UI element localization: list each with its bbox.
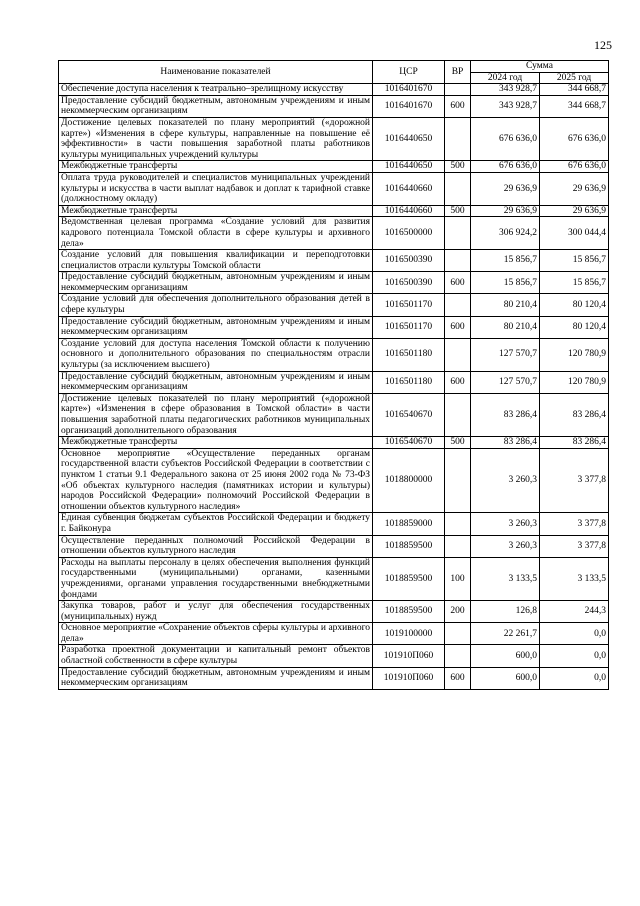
row-sum-2025: 15 856,7 xyxy=(540,250,609,272)
row-csr: 1016401670 xyxy=(373,84,445,96)
row-sum-2025: 344 668,7 xyxy=(540,84,609,96)
row-name: Создание условий для доступа населения Томской области к получению основного и дополнительного образования по специальностям отрасли культуры (за исключением высшего) xyxy=(59,338,373,371)
row-csr: 1018859500 xyxy=(373,535,445,557)
row-name: Осуществление переданных полномочий Российской Федерации в отношении объектов культурного наследия xyxy=(59,535,373,557)
table-row xyxy=(59,601,609,623)
budget-table xyxy=(58,60,609,690)
row-name: Предоставление субсидий бюджетным, автономным учреждениям и иным некоммерческим организациям xyxy=(59,316,373,338)
row-vr: 200 xyxy=(445,601,471,623)
row-sum-2024: 600,0 xyxy=(471,667,540,689)
row-vr xyxy=(445,393,471,436)
row-vr xyxy=(445,217,471,250)
table-row xyxy=(59,448,609,513)
table-row xyxy=(59,513,609,535)
row-vr: 600 xyxy=(445,316,471,338)
table-row xyxy=(59,117,609,160)
row-sum-2025: 3 377,8 xyxy=(540,513,609,535)
row-sum-2025: 29 636,9 xyxy=(540,172,609,205)
row-sum-2025: 3 377,8 xyxy=(540,535,609,557)
row-vr: 500 xyxy=(445,437,471,449)
row-sum-2025: 3 133,5 xyxy=(540,557,609,600)
row-name: Оплата труда руководителей и специалистов муниципальных учреждений культуры и искусства в части выплат надбавок и доплат к тарифной ставке (должностному окладу) xyxy=(59,172,373,205)
row-sum-2024: 3 260,3 xyxy=(471,535,540,557)
row-sum-2025: 0,0 xyxy=(540,667,609,689)
row-csr: 1016440650 xyxy=(373,161,445,173)
row-sum-2025: 83 286,4 xyxy=(540,393,609,436)
table-row xyxy=(59,316,609,338)
row-sum-2024: 29 636,9 xyxy=(471,205,540,217)
row-csr: 1016500390 xyxy=(373,250,445,272)
table-row xyxy=(59,272,609,294)
table-row xyxy=(59,371,609,393)
row-sum-2024: 343 928,7 xyxy=(471,84,540,96)
row-vr: 600 xyxy=(445,667,471,689)
row-name: Основное мероприятие «Сохранение объектов сферы культуры и архивного дела» xyxy=(59,623,373,645)
row-name: Межбюджетные трансферты xyxy=(59,161,373,173)
row-name: Создание условий для обеспечения дополнительного образования детей в сфере культуры xyxy=(59,294,373,316)
table-row xyxy=(59,217,609,250)
row-sum-2025: 80 120,4 xyxy=(540,316,609,338)
row-sum-2025: 300 044,4 xyxy=(540,217,609,250)
row-sum-2024: 80 210,4 xyxy=(471,294,540,316)
row-sum-2025: 83 286,4 xyxy=(540,437,609,449)
row-sum-2024: 306 924,2 xyxy=(471,217,540,250)
row-name: Обеспечение доступа населения к театрально–зрелищному искусству xyxy=(59,84,373,96)
row-sum-2024: 22 261,7 xyxy=(471,623,540,645)
row-csr: 1016440660 xyxy=(373,205,445,217)
row-sum-2024: 127 570,7 xyxy=(471,371,540,393)
table-row xyxy=(59,667,609,689)
row-vr: 500 xyxy=(445,205,471,217)
row-csr: 1018800000 xyxy=(373,448,445,513)
row-name: Достижение целевых показателей по плану мероприятий («дорожной карте») «Изменения в сфере культуры, направленные на повышение её эффективности» в части повышения заработной платы работников культуры муниципальных учреждений культуры xyxy=(59,117,373,160)
row-csr: 1018859500 xyxy=(373,601,445,623)
row-vr: 600 xyxy=(445,95,471,117)
header-sum: Сумма xyxy=(471,61,609,73)
row-vr: 600 xyxy=(445,371,471,393)
row-sum-2025: 244,3 xyxy=(540,601,609,623)
row-sum-2025: 344 668,7 xyxy=(540,95,609,117)
row-vr xyxy=(445,250,471,272)
row-csr: 1016501180 xyxy=(373,338,445,371)
row-vr xyxy=(445,338,471,371)
row-sum-2024: 676 636,0 xyxy=(471,117,540,160)
row-csr: 1016401670 xyxy=(373,95,445,117)
row-name: Ведомственная целевая программа «Создание условий для развития кадрового потенциала Томской области в сфере культуры и архивного дела» xyxy=(59,217,373,250)
row-sum-2024: 15 856,7 xyxy=(471,250,540,272)
row-sum-2025: 120 780,9 xyxy=(540,371,609,393)
row-name: Единая субвенция бюджетам субъектов Российской Федерации и бюджету г. Байконура xyxy=(59,513,373,535)
row-vr: 600 xyxy=(445,272,471,294)
row-sum-2024: 600,0 xyxy=(471,645,540,667)
row-csr: 1016500000 xyxy=(373,217,445,250)
row-name: Разработка проектной документации и капитальный ремонт объектов областной собственности в сфере культуры xyxy=(59,645,373,667)
row-sum-2025: 0,0 xyxy=(540,645,609,667)
row-csr: 1019100000 xyxy=(373,623,445,645)
table-row xyxy=(59,172,609,205)
table-row xyxy=(59,294,609,316)
table-row xyxy=(59,535,609,557)
header-name: Наименование показателей xyxy=(59,61,373,84)
row-vr: 500 xyxy=(445,161,471,173)
table-body xyxy=(59,84,609,690)
row-vr xyxy=(445,117,471,160)
row-sum-2025: 676 636,0 xyxy=(540,161,609,173)
row-csr: 1016440660 xyxy=(373,172,445,205)
row-sum-2025: 3 377,8 xyxy=(540,448,609,513)
row-name: Закупка товаров, работ и услуг для обеспечения государственных (муниципальных) нужд xyxy=(59,601,373,623)
row-csr: 1016501170 xyxy=(373,316,445,338)
table-row xyxy=(59,95,609,117)
row-sum-2024: 126,8 xyxy=(471,601,540,623)
row-sum-2025: 15 856,7 xyxy=(540,272,609,294)
row-name: Основное мероприятие «Осуществление переданных органам государственной власти субъектов Российской Федерации в соответствии с пунктом 1 статьи 9.1 Федерального закона от 25 июня 2002 года № 73-ФЗ «Об объектах культурного наследия (памятниках истории и культуры) народов Российской Федерации» полномочий Российской Федерации в отношении объектов культурного наследия» xyxy=(59,448,373,513)
row-csr: 1016500390 xyxy=(373,272,445,294)
page-number: 125 xyxy=(594,38,612,52)
row-csr: 1016501180 xyxy=(373,371,445,393)
row-sum-2025: 0,0 xyxy=(540,623,609,645)
row-csr: 1018859500 xyxy=(373,557,445,600)
row-vr xyxy=(445,172,471,205)
row-vr: 100 xyxy=(445,557,471,600)
row-sum-2024: 127 570,7 xyxy=(471,338,540,371)
row-csr: 1016540670 xyxy=(373,393,445,436)
header-year-2025: 2025 год xyxy=(540,72,609,84)
row-vr xyxy=(445,84,471,96)
table-row xyxy=(59,393,609,436)
row-sum-2024: 83 286,4 xyxy=(471,393,540,436)
row-sum-2025: 676 636,0 xyxy=(540,117,609,160)
header-year-2024: 2024 год xyxy=(471,72,540,84)
row-csr: 101910П060 xyxy=(373,667,445,689)
row-csr: 1016440650 xyxy=(373,117,445,160)
row-sum-2024: 83 286,4 xyxy=(471,437,540,449)
row-vr xyxy=(445,513,471,535)
row-name: Межбюджетные трансферты xyxy=(59,437,373,449)
row-sum-2024: 343 928,7 xyxy=(471,95,540,117)
header-csr: ЦСР xyxy=(373,61,445,84)
row-name: Расходы на выплаты персоналу в целях обеспечения выполнения функций государственными (муниципальными) органами, казенными учреждениями, органами управления государственными внебюджетными фондами xyxy=(59,557,373,600)
row-name: Предоставление субсидий бюджетным, автономным учреждениям и иным некоммерческим организациям xyxy=(59,667,373,689)
row-vr xyxy=(445,645,471,667)
row-vr xyxy=(445,535,471,557)
table-row xyxy=(59,161,609,173)
row-csr: 101910П060 xyxy=(373,645,445,667)
table-row xyxy=(59,623,609,645)
table-row xyxy=(59,250,609,272)
header-vr: ВР xyxy=(445,61,471,84)
table-row xyxy=(59,645,609,667)
row-sum-2024: 15 856,7 xyxy=(471,272,540,294)
row-sum-2024: 676 636,0 xyxy=(471,161,540,173)
table-row xyxy=(59,205,609,217)
row-vr xyxy=(445,294,471,316)
row-sum-2025: 80 120,4 xyxy=(540,294,609,316)
row-sum-2024: 80 210,4 xyxy=(471,316,540,338)
row-sum-2024: 29 636,9 xyxy=(471,172,540,205)
row-csr: 1016540670 xyxy=(373,437,445,449)
row-name: Предоставление субсидий бюджетным, автономным учреждениям и иным некоммерческим организациям xyxy=(59,272,373,294)
row-csr: 1016501170 xyxy=(373,294,445,316)
table-row xyxy=(59,84,609,96)
row-sum-2024: 3 260,3 xyxy=(471,513,540,535)
row-sum-2024: 3 133,5 xyxy=(471,557,540,600)
table-row xyxy=(59,338,609,371)
row-sum-2025: 120 780,9 xyxy=(540,338,609,371)
table-row xyxy=(59,557,609,600)
table-row xyxy=(59,437,609,449)
row-name: Достижение целевых показателей по плану мероприятий («дорожной карте») «Изменения в сфере образования в Томской области» в части повышения заработной платы педагогических работников муниципальных организаций дополнительного образования xyxy=(59,393,373,436)
row-vr xyxy=(445,623,471,645)
row-name: Предоставление субсидий бюджетным, автономным учреждениям и иным некоммерческим организациям xyxy=(59,95,373,117)
row-name: Предоставление субсидий бюджетным, автономным учреждениям и иным некоммерческим организациям xyxy=(59,371,373,393)
row-csr: 1018859000 xyxy=(373,513,445,535)
row-sum-2025: 29 636,9 xyxy=(540,205,609,217)
row-sum-2024: 3 260,3 xyxy=(471,448,540,513)
row-name: Межбюджетные трансферты xyxy=(59,205,373,217)
row-name: Создание условий для повышения квалификации и переподготовки специалистов отрасли культуры Томской области xyxy=(59,250,373,272)
row-vr xyxy=(445,448,471,513)
